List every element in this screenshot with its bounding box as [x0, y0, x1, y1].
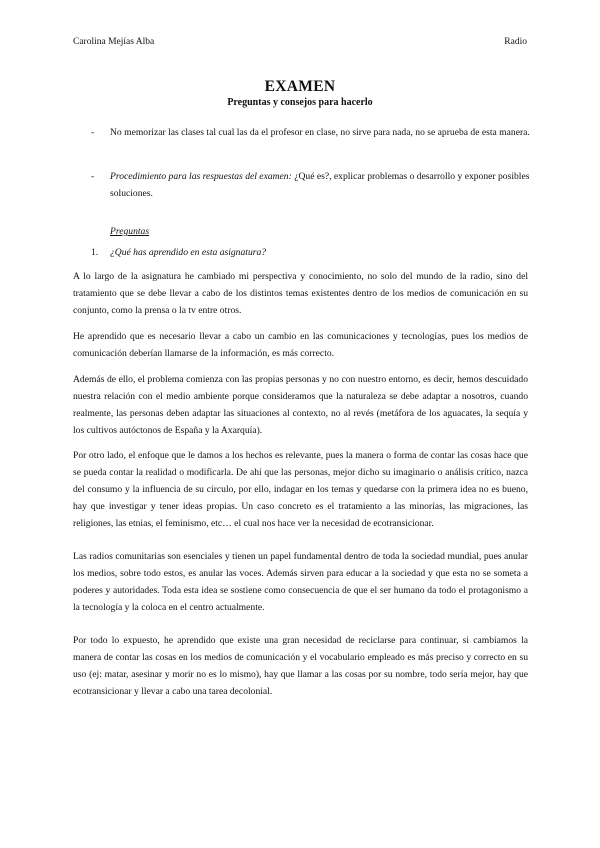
answer-paragraph: A lo largo de la asignatura he cambiado mi perspectiva y conocimiento, no solo del mundo de la radio, sino del tratamiento que se debe llevar a cabo de los distintos temas existentes dentro de los medios de comunicación en su conjunto, como la prensa o la tv entre otros. — [73, 271, 528, 316]
bullet-label: Procedimiento para las respuestas del examen: — [110, 171, 292, 182]
answer-paragraph: Además de ello, el problema comienza con las propias personas y no con nuestro entorno, es decir, hemos descuidado nuestra relación con el medio ambiente porque consideramos que la naturaleza se debe adaptar a nosotros, cuando realmente, las personas deben adaptar las situaciones al contexto, no al revés (metáfora de los aguacates, la sequía y los cultivos autóctonos de España y la Axarquía). — [73, 374, 528, 436]
bullet-dash: - — [91, 127, 95, 138]
header-subject: Radio — [504, 37, 527, 47]
page-header — [73, 37, 527, 51]
document-title: EXAMEN — [264, 78, 336, 95]
header-author: Carolina Mejías Alba — [73, 37, 155, 47]
question-number: 1. — [91, 247, 99, 258]
bullet-body: ¿Qué es?, explicar problemas o desarrollo y exponer posibles soluciones. — [110, 171, 530, 199]
question-text: ¿Qué has aprendido en esta asignatura? — [110, 247, 267, 258]
document-subtitle: Preguntas y consejos para hacerlo — [227, 97, 373, 108]
bullet-dash: - — [91, 171, 95, 182]
answer-paragraph: He aprendido que es necesario llevar a cabo un cambio en las comunicaciones y tecnologías, pues los medios de comunicación deberían llamarse de la información, es más correcto. — [73, 331, 528, 359]
answer-paragraph: Las radios comunitarias son esenciales y tienen un papel fundamental dentro de toda la sociedad mundial, pues anular los medios, sobre todo estos, es anular las voces. Además sirven para educar a la sociedad y que esta no se someta a poderes y autoridades. Toda esta idea se sostiene como consecuencia de que el ser humano da todo el protagonismo a la tecnología y la coloca en el centro actualmente. — [73, 551, 528, 613]
section-title: Preguntas — [110, 226, 150, 237]
answer-paragraph: Por otro lado, el enfoque que le damos a los hechos es relevante, pues la manera o forma de contar las cosas hace que se pueda contar la realidad o modificarla. De ahí que las personas, mejor dicho su imaginario o análisis crítico, nazca del consumo y la influencia de su círculo, por ello, indagar en los temas y quedarse con la primera idea no es bueno, hay que investigar y tener ideas propias. Un caso concreto es el tratamiento a las minorías, las migraciones, las religiones, las etnias, el feminismo, etc… el cual nos hace ver la necesidad de ecotransicionar. — [73, 450, 528, 529]
bullet-text: No memorizar las clases tal cual las da el profesor en clase, no sirve para nada, no se aprueba de esta manera. — [110, 127, 530, 138]
bullet-text — [110, 168, 531, 202]
answer-paragraph: Por todo lo expuesto, he aprendido que existe una gran necesidad de reciclarse para continuar, si cambiamos la manera de contar las cosas en los medios de comunicación y el vocabulario empleado es más preciso y correcto en su uso (ej: matar, asesinar y morir no es lo mismo), hay que llamar a las cosas por su nombre, todo sería mejor, hay que ecotransicionar y llevar a cabo una tarea decolonial. — [73, 635, 528, 697]
